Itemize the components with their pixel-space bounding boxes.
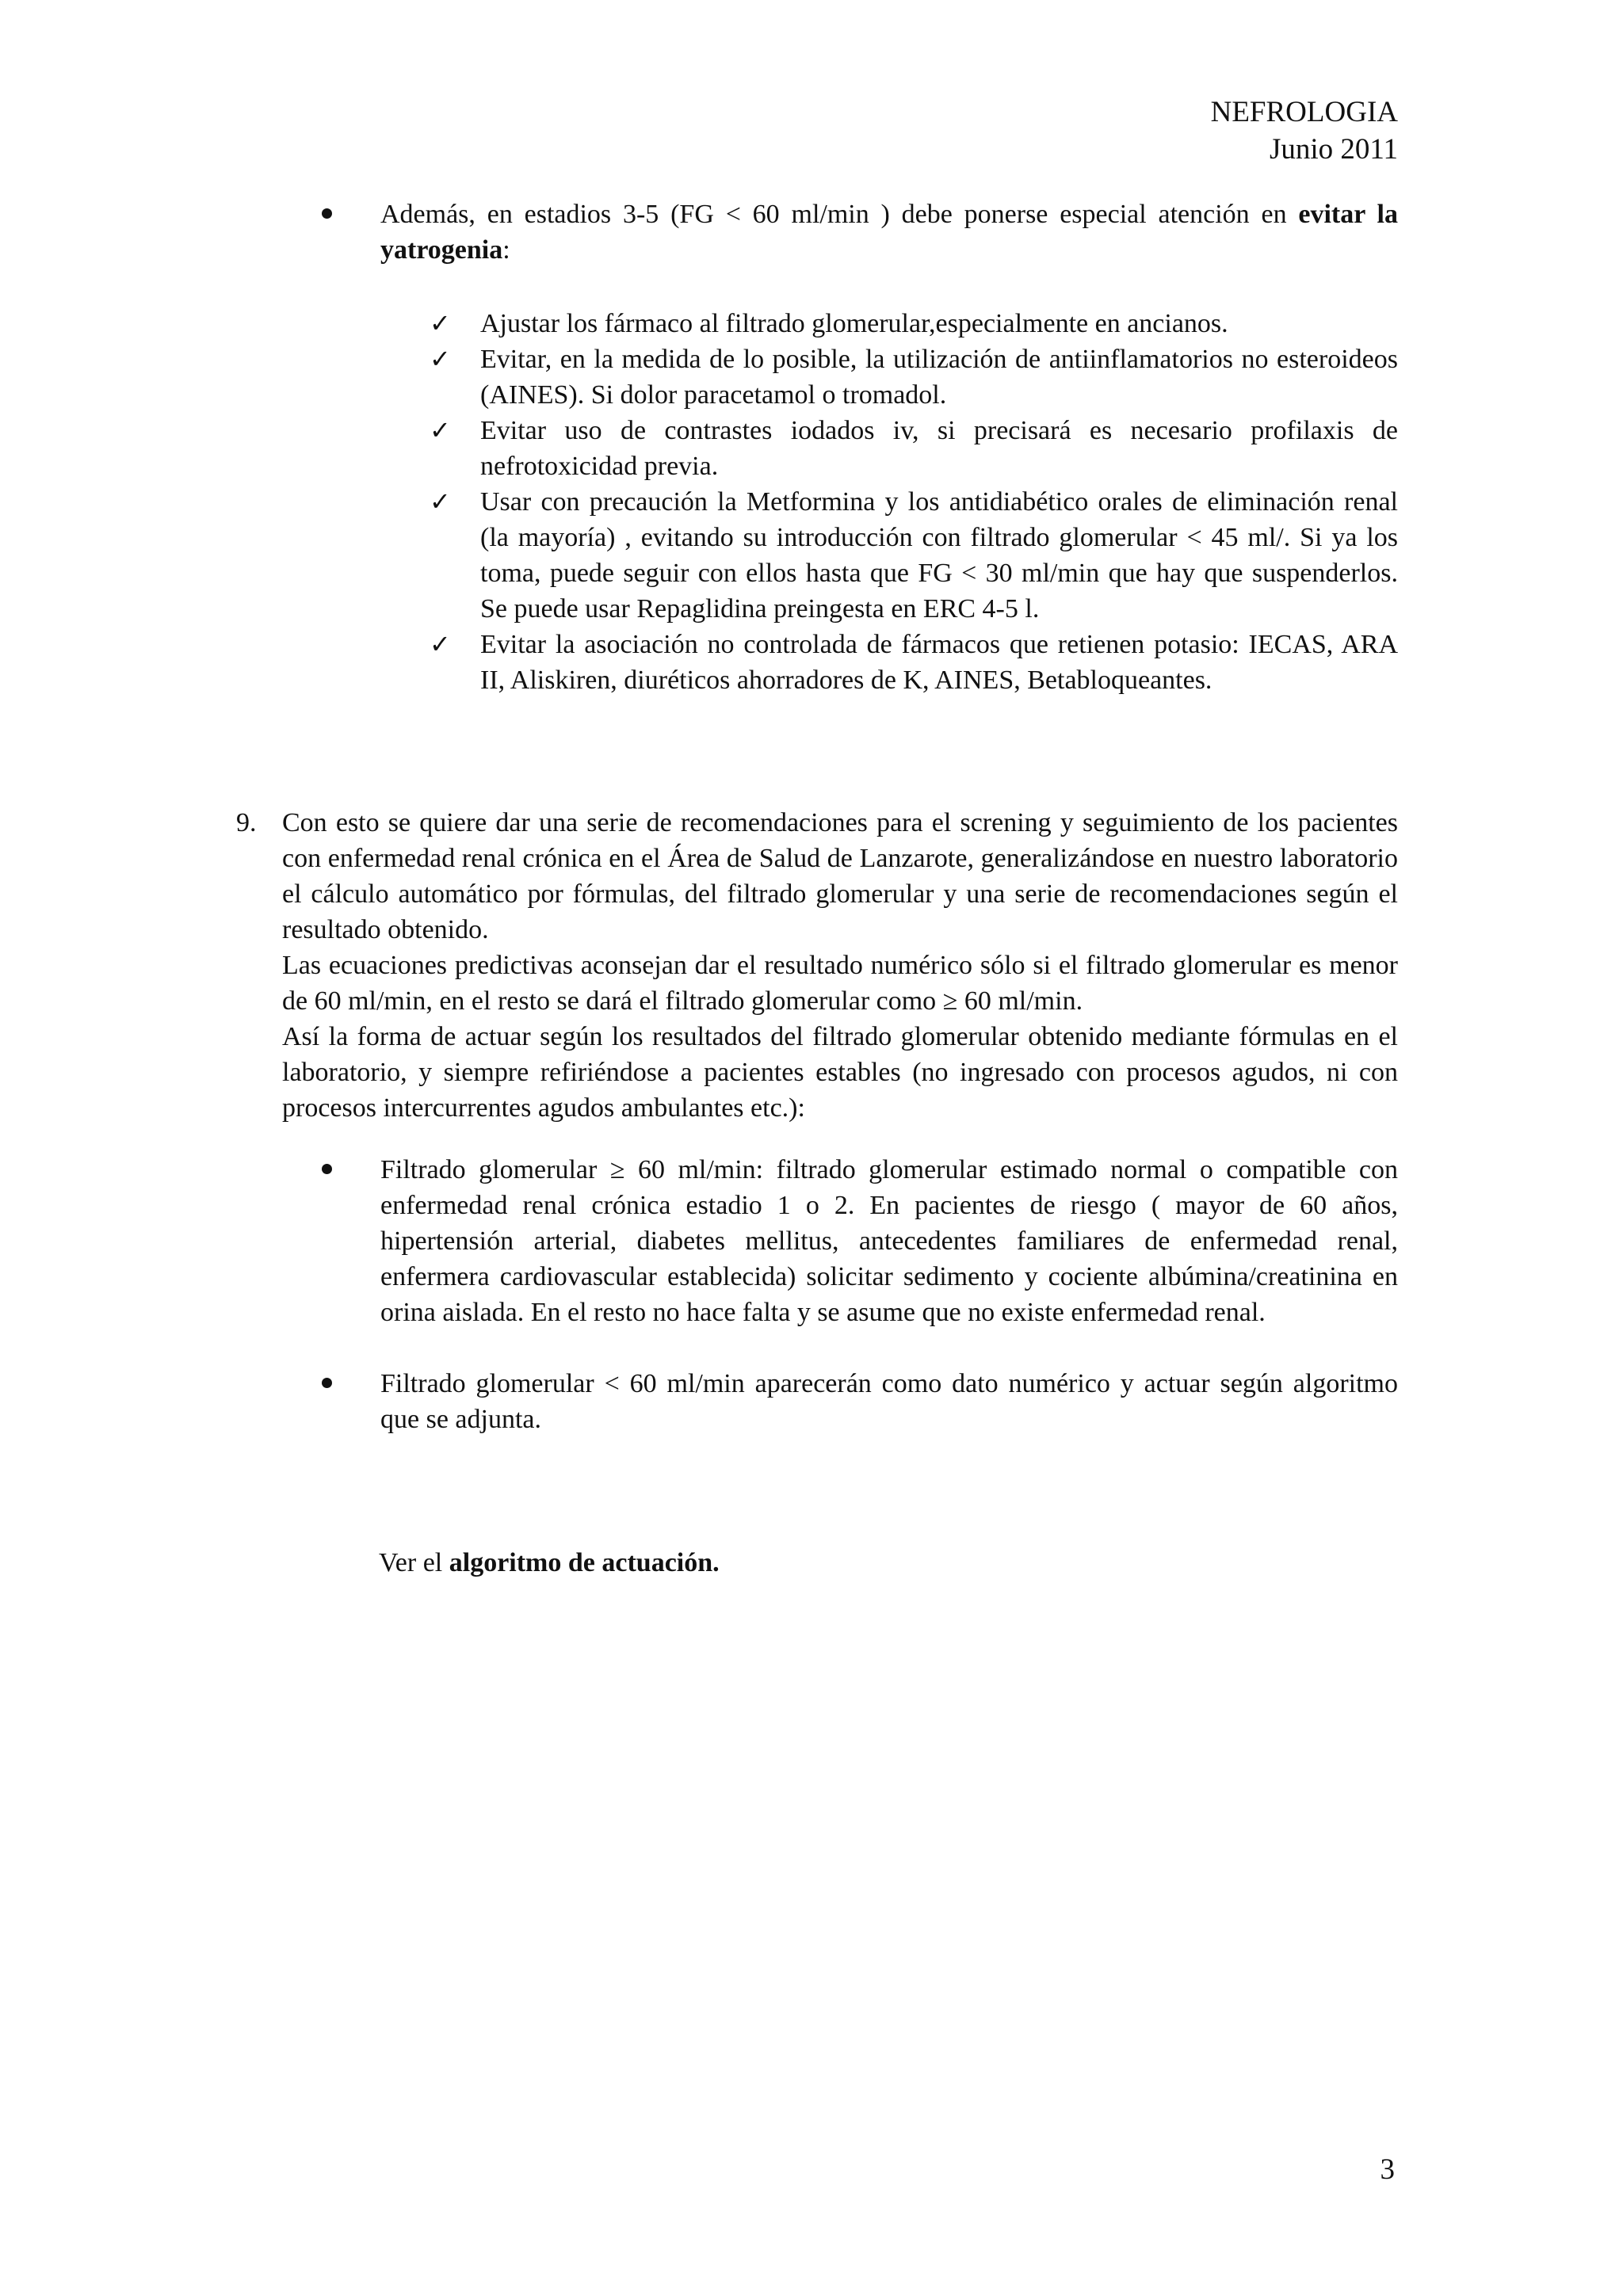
check-mark-icon: ✓ xyxy=(430,415,451,445)
intro-bullet xyxy=(331,196,1398,268)
page-header xyxy=(1211,93,1398,168)
intro-bullet-text xyxy=(380,196,1398,268)
check-mark-icon: ✓ xyxy=(430,629,451,659)
check-mark-icon: ✓ xyxy=(430,486,451,517)
header-journal: NEFROLOGIA xyxy=(1210,96,1398,128)
checklist-item-text: Evitar uso de contrastes iodados iv, si precisará es necesario profilaxis de nefrotoxicidad previa. xyxy=(480,416,1398,481)
section-9 xyxy=(236,805,1398,1126)
intro-bold-text: evitar la yatrogenia xyxy=(380,200,1398,265)
recommendation-bullet xyxy=(331,1152,1398,1330)
bullet-icon xyxy=(322,196,353,232)
checklist-item-text: Ajustar los fármaco al filtrado glomerular,especialmente en ancianos. xyxy=(480,309,1228,338)
checklist-item xyxy=(430,484,1398,627)
checklist-item xyxy=(430,306,1398,341)
header-date: Junio 2011 xyxy=(1269,133,1398,166)
recommendation-bullets xyxy=(331,1152,1398,1473)
section-paragraph: Con esto se quiere dar una serie de recomendaciones para el screning y seguimiento de los pacientes con enfermedad renal crónica en el Área de Salud de Lanzarote, generalizándose en nuestro laboratorio el cálculo automático por fórmulas, del filtrado glomerular y una serie de recomendaciones según el resultado obtenido. xyxy=(282,808,1398,944)
bullet-icon xyxy=(322,1152,353,1188)
checklist-item-text: Evitar, en la medida de lo posible, la utilización de antiinflamatorios no esteroideos (AINES). Si dolor paracetamol o tromadol. xyxy=(480,345,1398,410)
check-mark-icon: ✓ xyxy=(430,308,451,338)
checklist-item-text: Usar con precaución la Metformina y los antidiabético orales de eliminación renal (la mayoría) , evitando su introducción con filtrado glomerular < 45 ml/. Si ya los toma, puede seguir con ellos hasta que FG < 30 ml/min que hay que suspenderlos. Se puede usar Repaglidina preingesta en ERC 4-5 l. xyxy=(480,487,1398,624)
checklist-item xyxy=(430,627,1398,698)
section-paragraph: Así la forma de actuar según los resultados del filtrado glomerular obtenido mediante fórmulas en el laboratorio, y siempre refiriéndose a pacientes estables (no ingresado con procesos agudos, ni con procesos intercurrentes agudos ambulantes etc.): xyxy=(282,1022,1398,1123)
bullet-icon xyxy=(322,1366,353,1402)
recommendation-text: Filtrado glomerular ≥ 60 ml/min: filtrado glomerular estimado normal o compatible con enfermedad renal crónica estadio 1 o 2. En pacientes de riesgo ( mayor de 60 años, hipertensión arterial, diabetes mellitus, antecedentes familiares de enfermedad renal, enfermera cardiovascular establecida) solicitar sedimento y cociente albúmina/creatinina en orina aislada. En el resto no hace falta y se asume que no existe enfermedad renal. xyxy=(380,1155,1398,1327)
checklist xyxy=(430,306,1398,698)
see-algorithm-note xyxy=(379,1545,720,1581)
checklist-item xyxy=(430,413,1398,484)
check-mark-icon: ✓ xyxy=(430,344,451,374)
algorithm-reference: algoritmo de actuación. xyxy=(449,1548,720,1577)
page-number: 3 xyxy=(1380,2153,1395,2186)
recommendation-bullet xyxy=(331,1366,1398,1437)
section-number: 9. xyxy=(236,808,257,837)
checklist-item xyxy=(430,341,1398,413)
checklist-item-text: Evitar la asociación no controlada de fármacos que retienen potasio: IECAS, ARA II, Aliskiren, diuréticos ahorradores de K, AINES, Betabloqueantes. xyxy=(480,630,1398,695)
intro-text: Además, en estadios 3-5 (FG < 60 ml/min ) debe ponerse especial atención en xyxy=(380,200,1299,229)
recommendation-text: Filtrado glomerular < 60 ml/min aparecerán como dato numérico y actuar según algoritmo que se adjunta. xyxy=(380,1369,1398,1434)
see-prefix: Ver el xyxy=(379,1548,449,1577)
intro-colon: : xyxy=(502,235,510,265)
section-paragraph: Las ecuaciones predictivas aconsejan dar el resultado numérico sólo si el filtrado glomerular es menor de 60 ml/min, en el resto se dará el filtrado glomerular como ≥ 60 ml/min. xyxy=(282,951,1398,1016)
